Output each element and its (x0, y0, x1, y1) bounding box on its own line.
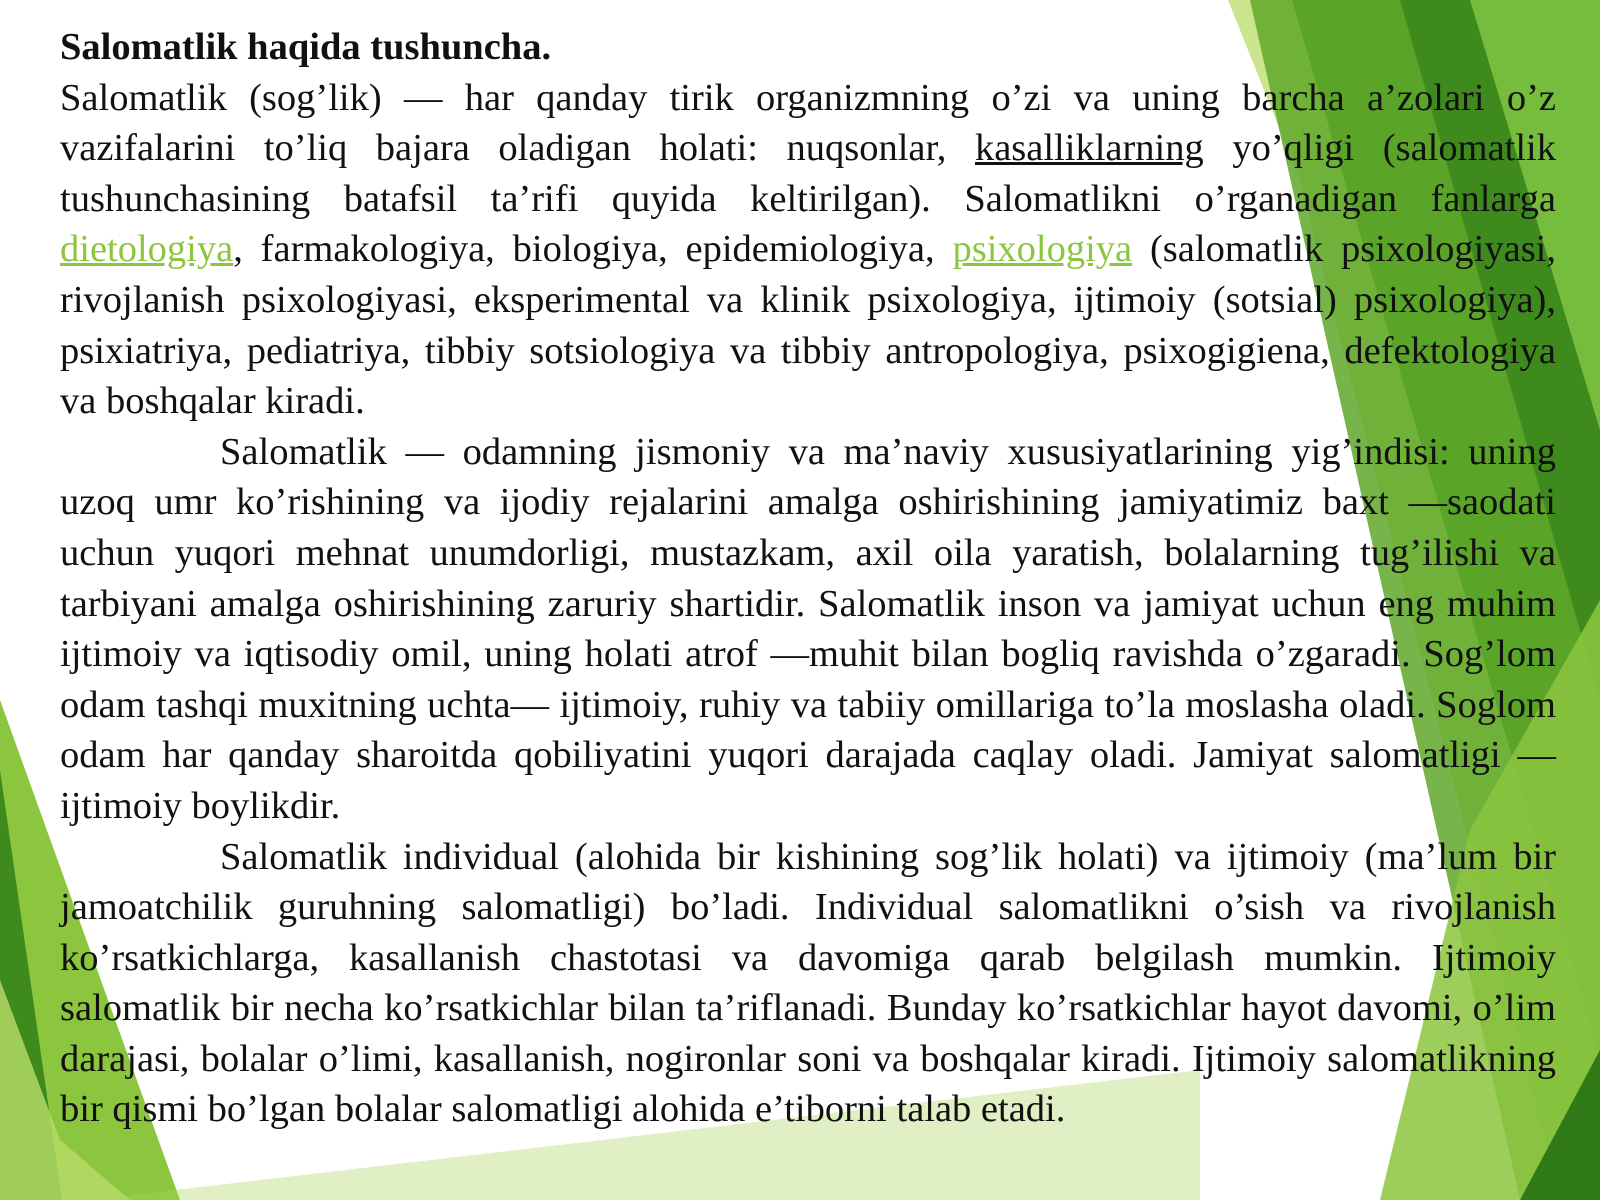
link-dietologiya[interactable]: dietologiya (60, 228, 234, 271)
page-title: Salomatlik haqida tushuncha. (60, 26, 552, 68)
paragraph-1-part-4: (salomatlik psixologiyasi, rivojlanish psixologiyasi, eksperimental va klinik psixologiya, ijtimoiy (sotsial) psixologiya), psixiatriya, pediatriya, tibbiy sotsiologiya va tibbiy antropologiya, psixogigiena, defektologiya va boshqalar kiradi. (60, 228, 1556, 423)
paragraph-3: Salomatlik individual (alohida bir kishining sog’lik holati) va ijtimoiy (ma’lum bir jamoatchilik guruhning salomatligi) bo’ladi. Individual salomatlikni o’sish va rivojlanish ko’rsatkichlarga, kasallanish chastotasi va davomiga qarab belgilash mumkin. Ijtimoiy salomatlik bir necha ko’rsatkichlar bilan ta’riflanadi. Bunday ko’rsatkichlar hayot davomi, o’lim darajasi, bolalar o’limi, kasallanish, nogironlar soni va boshqalar kiradi. Ijtimoiy salomatlikning bir qismi bo’lgan bolalar salomatligi alohida e’tiborni talab etadi. (60, 835, 1556, 1131)
link-kasalliklarning[interactable]: kasalliklarning (974, 127, 1204, 170)
paragraph-1 (60, 73, 1556, 427)
paragraph-1-part-3: , farmakologiya, biologiya, epidemiologiya, (233, 228, 953, 271)
paragraph-1-part-2: yo’qligi (salomatlik tushunchasining batafsil ta’rifi quyida keltirilgan). Salomatlikni o’rganadigan fanlarga (60, 127, 1557, 220)
paragraph-1-part-1: Salomatlik (sog’lik) — har qanday tirik organizmning o’zi va uning barcha a’zolari o’z vazifalarini to’liq bajara oladigan holati: nuqsonlar, (60, 76, 1556, 170)
link-psixologiya[interactable]: psixologiya (952, 228, 1133, 271)
document-body (60, 22, 1556, 1135)
paragraph-2: Salomatlik — odamning jismoniy va ma’naviy xususiyatlarining yig’indisi: uning uzoq umr ko’rishining va ijodiy rejalarini amalga oshirishining jamiyatimiz baxt —saodati uchun yuqori mehnat unumdorligi, mustazkam, axil oila yaratish, bolalarning tug’ilishi va tarbiyani amalga oshirishining zaruriy shartidir. Salomatlik inson va jamiyat uchun eng muhim ijtimoiy va iqtisodiy omil, uning holati atrof —muhit bilan bogliq ravishda o’zgaradi. Sog’lom odam tashqi muxitning uchta— ijtimoiy, ruhiy va tabiiy omillariga to’la moslasha oladi. Soglom odam har qanday sharoitda qobiliyatini yuqori darajada caqlay oladi. Jamiyat salomatligi — ijtimoiy boylikdir. (60, 430, 1556, 827)
